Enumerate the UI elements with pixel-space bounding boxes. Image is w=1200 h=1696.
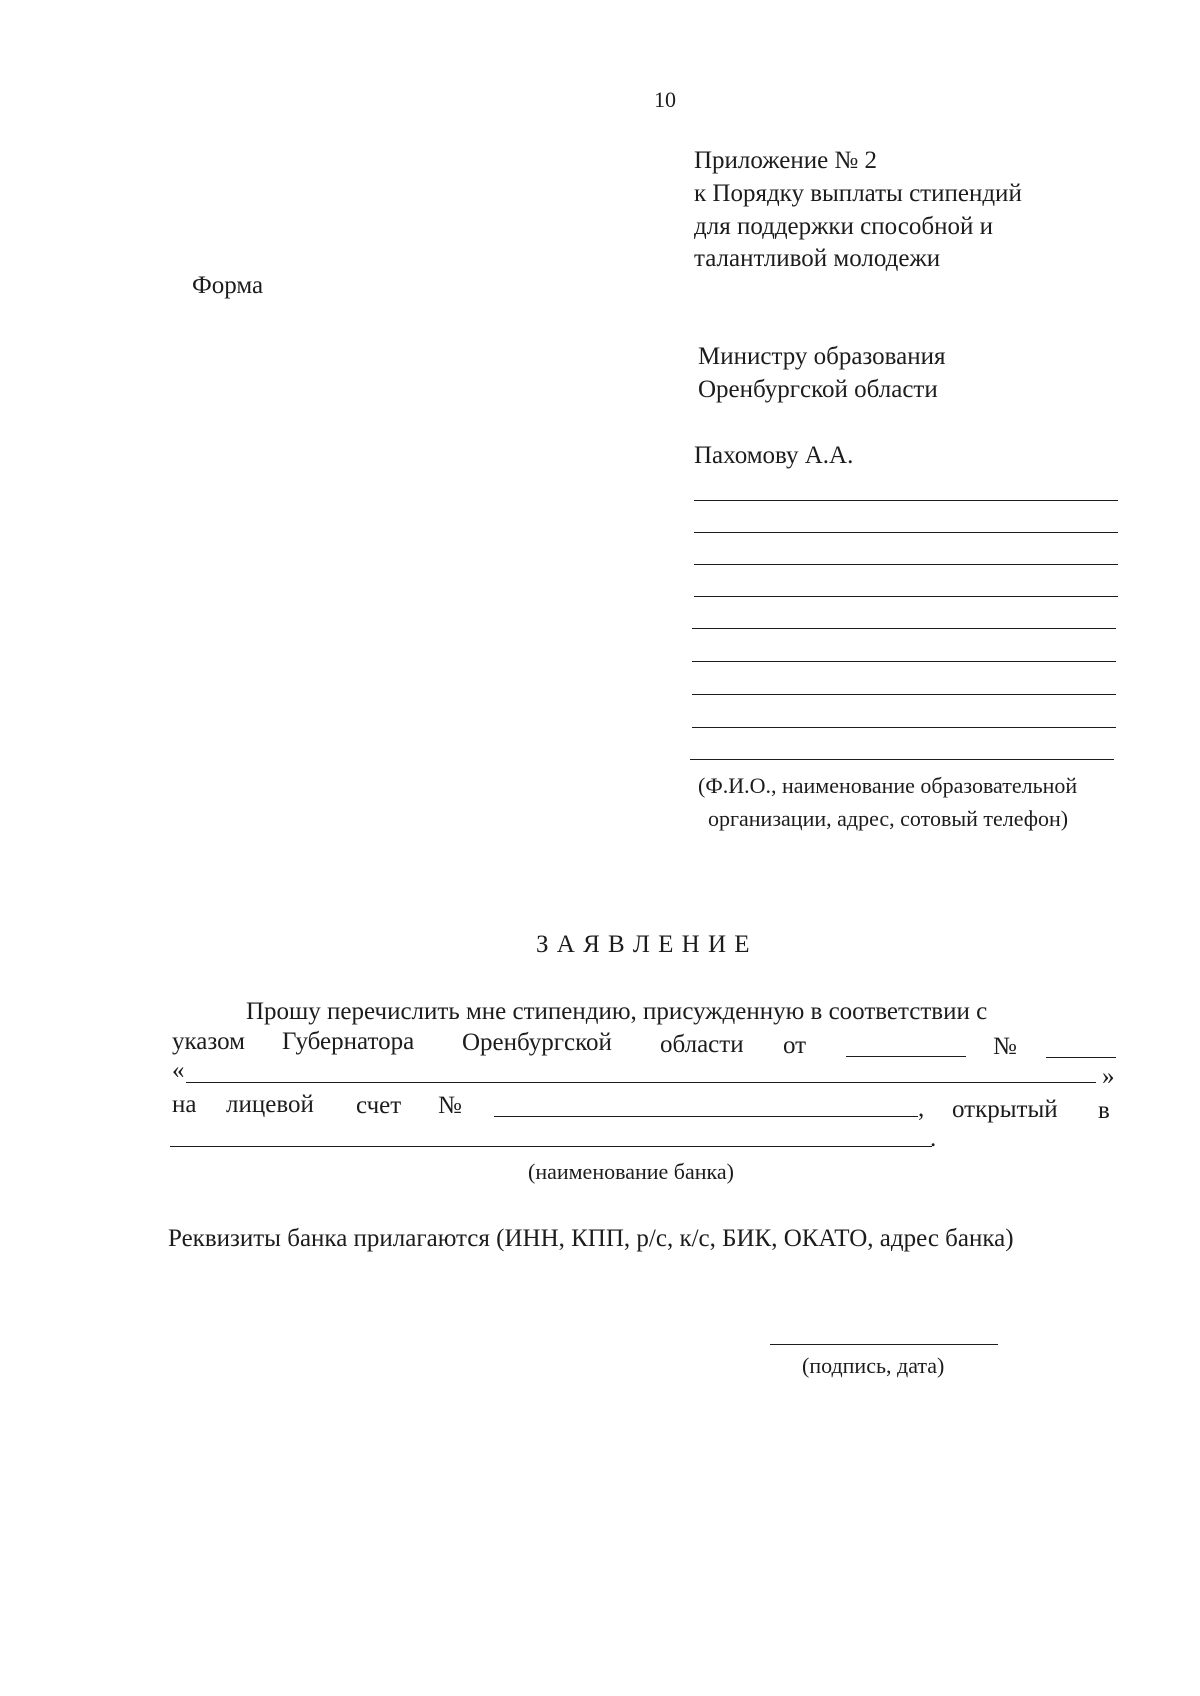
form-label: Форма [192,272,264,299]
body-word: счет [356,1092,402,1119]
decree-title-field[interactable] [186,1082,1096,1083]
body-word: открытый [952,1096,1058,1123]
applicant-line[interactable] [694,532,1118,533]
comma: , [918,1095,925,1122]
quote-close: » [1102,1063,1115,1090]
decree-number-field[interactable] [1046,1057,1116,1058]
applicant-line[interactable] [692,628,1116,629]
appendix-line-1: Приложение № 2 [694,147,878,174]
bank-caption: (наименование банка) [528,1159,734,1184]
applicant-line[interactable] [692,661,1116,662]
period: . [930,1125,937,1152]
applicant-line[interactable] [694,500,1118,501]
number-sign: № [438,1092,462,1119]
body-word: Оренбургской [462,1029,612,1056]
addressee-name: Пахомову А.А. [694,442,854,469]
applicant-line[interactable] [692,694,1116,695]
appendix-line-3: для поддержки способной и [694,213,993,240]
body-word: в [1098,1097,1110,1124]
applicant-line[interactable] [694,596,1118,597]
applicant-caption-line-2: организации, адрес, сотовый телефон) [708,806,1069,831]
page-number: 10 [654,87,676,112]
bank-requisites-note: Реквизиты банка прилагаются (ИНН, КПП, р/с, к/с, БИК, ОКАТО, адрес банка) [168,1225,1014,1252]
body-word: от [783,1032,807,1059]
applicant-line[interactable] [692,727,1116,728]
applicant-caption-line-1: (Ф.И.О., наименование образовательной [698,773,1078,798]
bank-name-field[interactable] [170,1146,932,1147]
appendix-line-4: талантливой молодежи [694,245,941,272]
body-word: области [660,1031,744,1058]
body-line-1: Прошу перечислить мне стипендию, присужденную в соответствии с [246,998,988,1025]
appendix-line-2: к Порядку выплаты стипендий [694,180,1022,207]
applicant-line[interactable] [690,759,1114,760]
body-word: лицевой [226,1091,314,1118]
body-word: на [172,1091,197,1118]
account-number-field[interactable] [494,1116,918,1117]
body-word: указом [172,1028,245,1055]
number-sign: № [993,1033,1017,1060]
quote-open: « [172,1057,185,1084]
signature-caption: (подпись, дата) [802,1353,945,1378]
document-title: З А Я В Л Е Н И Е [536,931,751,958]
decree-date-field[interactable] [846,1056,966,1057]
signature-line[interactable] [770,1344,998,1345]
addressee-line-1: Министру образования [698,343,946,370]
addressee-line-2: Оренбургской области [698,376,938,403]
body-word: Губернатора [282,1028,415,1055]
applicant-line[interactable] [694,564,1118,565]
